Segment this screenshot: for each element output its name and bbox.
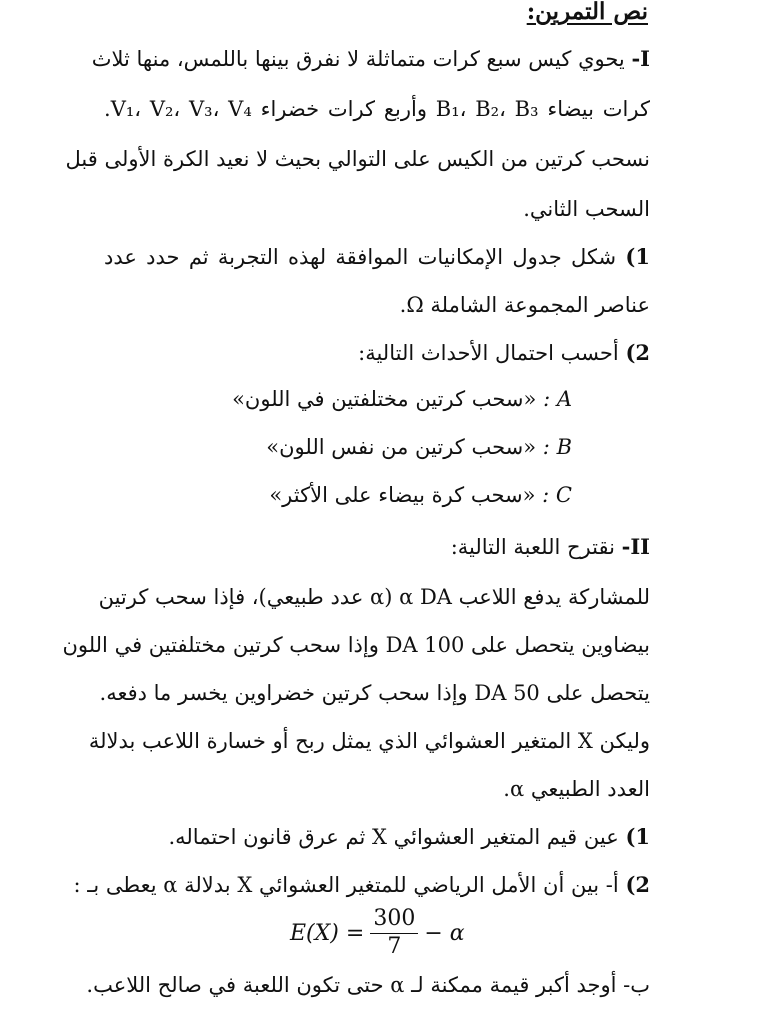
event-a-label: A : (543, 387, 572, 411)
event-a (232, 384, 572, 414)
question-1-line-2: عناصر المجموعة الشاملة Ω. (399, 293, 650, 317)
part2-question-1-number: 1) (625, 824, 650, 849)
part2-line-2: بيضاوين يتحصل على 100 DA وإذا سحب كرتين مختلفتين في اللون (62, 633, 650, 657)
part2-line-4: وليكن X المتغير العشوائي الذي يمثل ربح أو خسارة اللاعب بدلالة (88, 729, 650, 753)
part1-marker: I- (631, 46, 650, 71)
event-c (269, 480, 572, 510)
formula-denominator: 7 (387, 934, 402, 959)
event-c-text: «سحب كرة بيضاء على الأكثر» (269, 483, 536, 507)
event-b-text: «سحب كرتين من نفس اللون» (266, 435, 537, 459)
formula-fraction (370, 906, 418, 960)
event-b-label: B : (542, 435, 572, 459)
part2-question-1 (104, 822, 650, 852)
part2-line-5: العدد الطبيعي α. (503, 777, 650, 801)
part2-intro-text: نقترح اللعبة التالية: (450, 535, 615, 559)
question-2-number: 2) (625, 340, 650, 365)
formula-numerator: 300 (370, 906, 418, 934)
formula-lhs: E(X) = (290, 920, 365, 946)
part2-intro (104, 532, 650, 562)
part1-line-1 (91, 44, 650, 74)
part2-question-1-text: عين قيم المتغير العشوائي X ثم عرق قانون احتماله. (168, 825, 619, 849)
question-1-number: 1) (625, 244, 650, 269)
part2-question-2b: ب- أوجد أكبر قيمة ممكنة لـ α حتى تكون اللعبة في صالح اللاعب. (86, 973, 650, 997)
question-2-text: أحسب احتمال الأحداث التالية: (358, 341, 619, 365)
question-1-text: شكل جدول الإمكانيات الموافقة لهذه التجربة ثم حدد عدد (104, 245, 617, 269)
part1-line-2: كرات بيضاء B₁، B₂، B₃ وأربع كرات خضراء V₁، V₂، V₃، V₄. (104, 97, 650, 121)
event-a-text: «سحب كرتين مختلفتين في اللون» (232, 387, 537, 411)
exercise-title: نص التمرين: (526, 0, 648, 25)
part1-line-4: السحب الثاني. (523, 197, 650, 221)
part2-line-3: يتحصل على 50 DA وإذا سحب كرتين خضراوين يخسر ما دفعه. (99, 681, 650, 705)
part2-question-2-text: أ- بين أن الأمل الرياضي للمتغير العشوائي X بدلالة α يعطى بـ : (73, 873, 619, 897)
part2-line-1: للمشاركة يدفع اللاعب α DA (α عدد طبيعي)، فإذا سحب كرتين (98, 585, 650, 609)
part2-question-2 (73, 870, 650, 900)
part1-line-1-text: يحوي كيس سبع كرات متماثلة لا نفرق بينها باللمس، منها ثلاث (91, 47, 625, 71)
formula-rhs: − α (424, 920, 465, 946)
event-b (266, 432, 572, 462)
part2-question-2-number: 2) (625, 872, 650, 897)
part1-line-3: نسحب كرتين من الكيس على التوالي بحيث لا نعيد الكرة الأولى قبل (65, 147, 650, 171)
event-c-label: C : (542, 483, 572, 507)
expectation-formula (290, 906, 465, 960)
part2-marker: II- (621, 534, 650, 559)
question-2 (104, 338, 650, 368)
question-1-line-1 (104, 242, 650, 272)
